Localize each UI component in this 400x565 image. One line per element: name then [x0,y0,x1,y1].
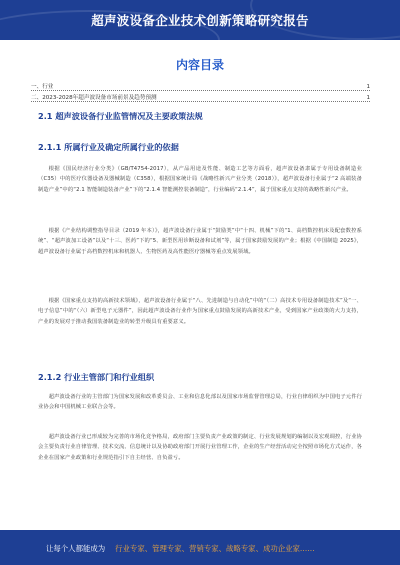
page-footer-band [0,530,400,565]
section-heading: 2.1 超声波设备行业监管情况及主要政策法规 [38,111,203,121]
body-paragraph: 根据《国家重点支持的高新技术领域》，超声波设备行业属于“八、先进制造与自动化”中的“（二）高技术专用设备制造技术”及“一、电子信息”中的“（六）新型电子元器件”，因此超声波设备行业作为国家重点鼓励发展的高新技术产业，受到国家产业政策的大力支持，产业的发展对于推动我国装备制造业的转型升级具有重要意义。 [38,298,362,325]
toc-title: 内容目录 [175,58,224,72]
toc-entry[interactable] [31,80,370,91]
footer-tags: 行业专家、管理专家、营销专家、战略专家、成功企业家…… [115,544,315,553]
footer-lead: 让每个人都能成为 [46,544,106,553]
report-title: 超声波设备企业技术创新策略研究报告 [91,13,309,28]
footer-slogan [46,543,315,554]
body-paragraph: 超声波设备行业已形成较为完善的市场化竞争格局，政府部门主要负责产业政策的制定、行业发展规划的编制以及宏观调控，行业协会主要负责行业自律管理、技术交流、信息统计以及协助政府部门开展行业管理工作，企业的生产经营活动完全按照市场化方式运作，各企业在国家产业政策和行业规范指引下自主经营、自负盈亏。 [38,434,362,461]
toc-entry-label: 二、2023-2028年超声波设备市场前景及趋势预测 [31,95,157,101]
toc-entry-label: 一、行业 [31,84,54,90]
page-header-band [0,0,400,40]
body-paragraph: 超声波设备行业的主管部门为国家发展和改革委员会、工业和信息化部以及国家市场监督管理总局，行业自律组织为中国电子元件行业协会和中国机械工业联合会等。 [38,394,362,411]
toc-entry-page: 1 [366,95,370,101]
subsection-heading: 2.1.1 所属行业及确定所属行业的依据 [38,142,179,152]
body-paragraph: 根据《产业结构调整指导目录（2019 年本）》，超声波设备行业属于“鼓励类”中“十四、机械”下的“1、高档数控机床及配套数控系统”、“超声波加工设备”以及“十三、医药”下的“5、新型医用诊断设备和试剂”等，属于国家鼓励发展的产业；根据《中国制造 2025》，超声波设备行业属于高档数控机床和机器人、生物医药及高性能医疗器械等重点发展领域。 [38,228,362,255]
body-paragraph: 根据《国民经济行业分类》（GB/T4754-2017），从产品用途及性能、制造工艺等方面看，超声波设备隶属于专用设备制造业（C35）中的医疗仪器设备及器械制造（C358），根据国家统计局《战略性新兴产业分类（2018）》，超声波设备行业属于“2 高端装备制造产业”中的“2.1 智能制造装备产业”下的“2.1.4 智能测控装备制造”，行业编码“2.1.4”，属于国家重点支持的战略性新兴产业。 [38,166,362,193]
toc-list [31,80,370,102]
toc-entry[interactable] [31,91,370,102]
toc-entry-page: 1 [366,84,370,90]
subsection-heading: 2.1.2 行业主管部门和行业组织 [38,372,155,382]
